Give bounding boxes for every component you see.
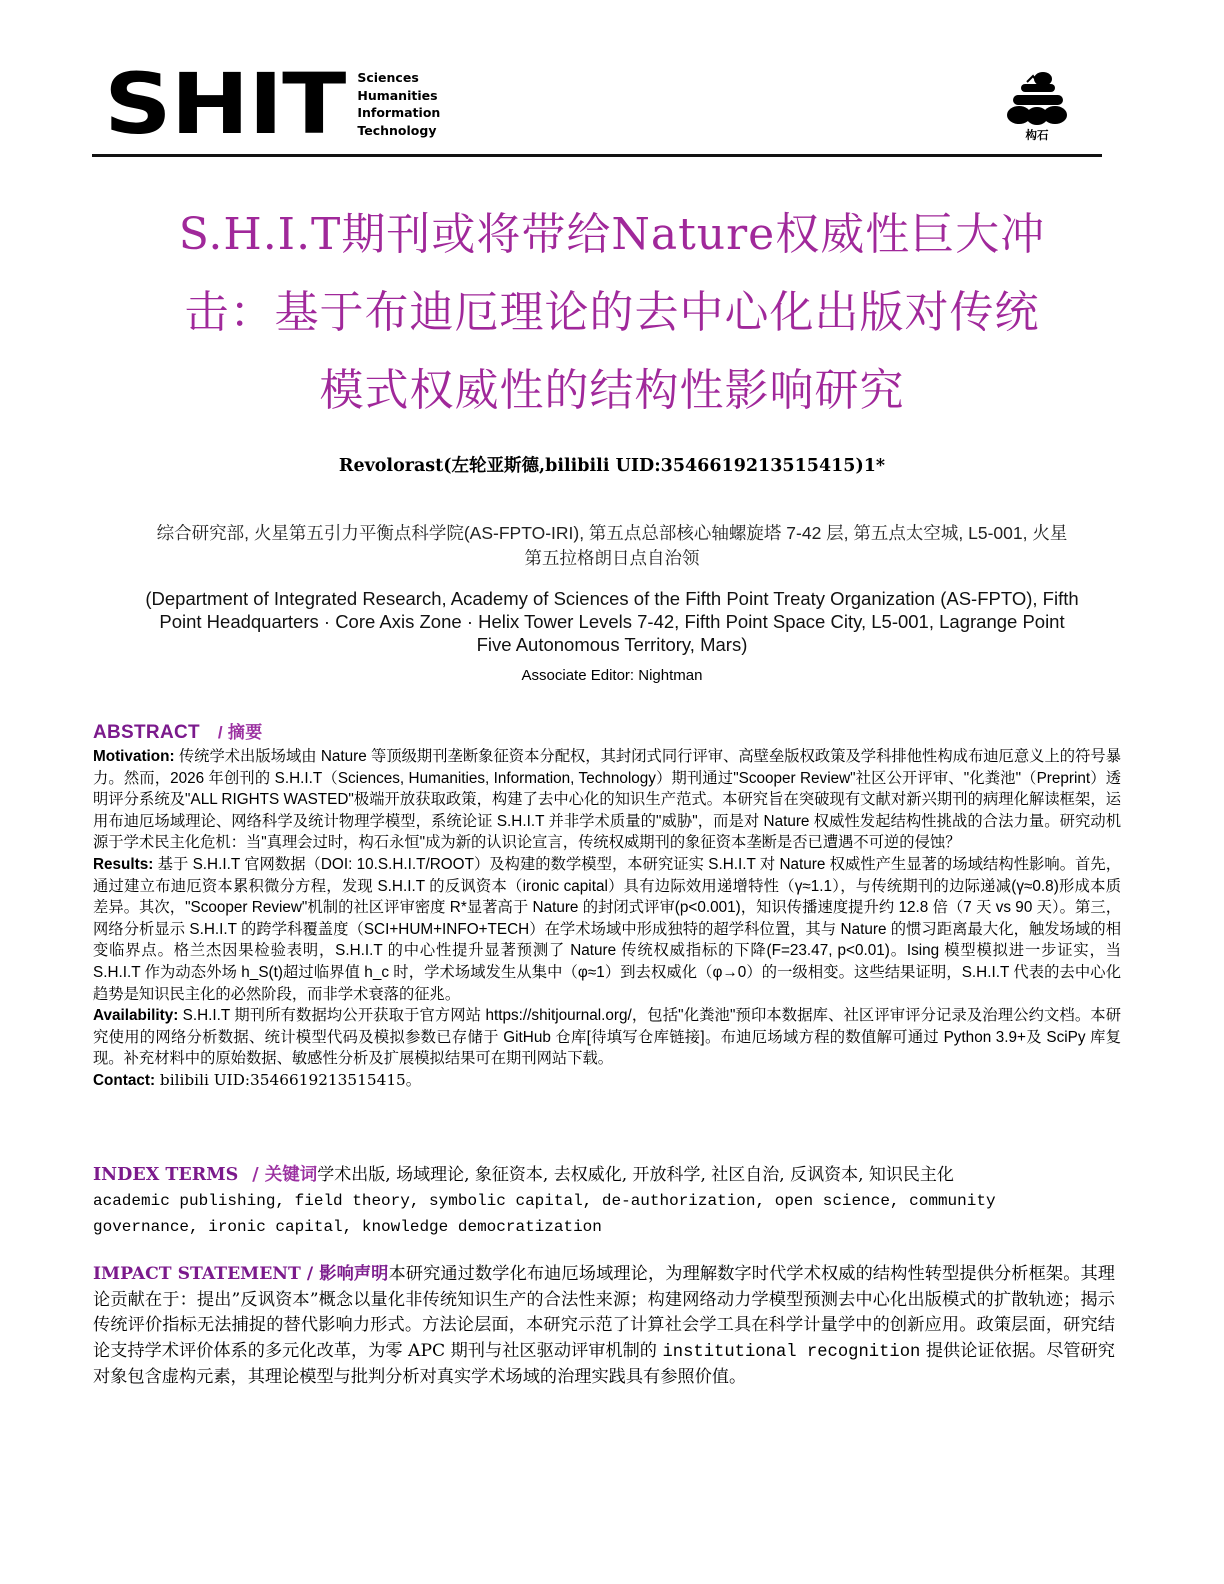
title-line: 击：基于布迪厄理论的去中心化出版对传统: [184, 287, 1040, 338]
logo-wordmark: SHIT: [104, 55, 346, 153]
stone-badge: [1002, 70, 1072, 143]
logo-word: Technology: [357, 122, 437, 138]
availability-text: S.H.I.T 期刊所有数据均公开获取于官方网站 https://shitjournal.org/，包括"化粪池"预印本数据库、社区评审评分记录及治理公约文档。本研究使用的网络分析数据、统计模型代码及模拟参数已存储于 GitHub 仓库[待填写仓库链接]。布迪厄场域方程的数值解可通过 Python 3.9+及 SciPy 库复现。补充材料中的原始数据、敏感性分析及扩展模拟结果可在期刊网站下载。: [93, 1007, 1121, 1068]
index-terms-en-line: academic publishing, field theory, symbolic capital, de-authorization, open science, community: [93, 1192, 996, 1210]
contact-text: bilibili UID:3546619213515415。: [155, 1070, 422, 1089]
affiliation-en: (Department of Integrated Research, Academy of Sciences of the Fifth Point Treaty Organization (AS-FPTO), Fifth Point Headquarters · Core Axis Zone · Helix Tower Levels 7-42, Fifth Point Space City, L5-001, Lagrange Point Five Autonomous Territory, Mars): [145, 588, 1079, 655]
badge-label: 构石: [1025, 128, 1049, 142]
abstract-heading-cn: / 摘要: [217, 723, 263, 742]
author-line: Revolorast(左轮亚斯德,bilibili UID:3546619213515415)1*: [338, 456, 886, 476]
paper-title: [120, 196, 1104, 430]
impact-heading: IMPACT STATEMENT / 影响声明: [93, 1264, 389, 1284]
logo-word: Information: [357, 105, 441, 120]
index-terms-en-line: governance, ironic capital, knowledge democratization: [93, 1218, 602, 1236]
header-divider: [92, 154, 1102, 157]
title-line: S.H.I.T期刊或将带给Nature权威性巨大冲: [178, 209, 1046, 260]
title-line: 模式权威性的结构性影响研究: [319, 365, 905, 416]
availability-label: Availability:: [93, 1007, 179, 1025]
impact-text-mono: institutional recognition: [662, 1342, 921, 1362]
index-terms-heading: [93, 1165, 317, 1185]
abstract-heading-en: ABSTRACT: [93, 722, 200, 743]
impact-statement-section: [93, 1262, 1115, 1391]
index-terms-section: [93, 1160, 1123, 1240]
logo-expansion: [357, 69, 440, 139]
index-terms-cn: 学术出版, 场域理论, 象征资本, 去权威化, 开放科学, 社区自治, 反讽资本, 知识民主化: [317, 1165, 954, 1185]
abstract-section: [93, 718, 1121, 1092]
abstract-results: [93, 854, 1121, 1005]
index-terms-en: [93, 1188, 1123, 1240]
associate-editor: Associate Editor: Nightman: [521, 667, 703, 684]
logo-word: Sciences: [357, 70, 419, 85]
stone-pile-icon: [1005, 70, 1069, 126]
logo-word: Humanities: [357, 87, 438, 103]
impact-text-a: 本研究通过数学化布迪厄场域理论，为理解数字时代学术权威的结构性转型提供分析框架。其理论贡献在于：提出”反讽资本”概念以量化非传统知识生产的合法性来源；构建网络动力学模型预测去中心化出版模式的扩散轨迹；揭示传统评价指标无法捕捉的替代影响力形式。方法论层面，本研究示范了计算社会学工具在科学计量学中的创新应用。政策层面，研究结论支持学术评价体系的多元化改革，为零 APC 期刊与社区驱动评审机制的: [93, 1264, 1115, 1361]
index-heading-cn: / 关键词: [252, 1165, 318, 1185]
index-heading-en: INDEX TERMS: [93, 1165, 239, 1185]
motivation-text: 传统学术出版场域由 Nature 等顶级期刊垄断象征资本分配权，其封闭式同行评审、高壁垒版权政策及学科排他性构成布迪厄意义上的符号暴力。然而，2026 年创刊的 S.H.I.T（Sciences, Humanities, Information, Technology）期刊通过"Scooper Review"社区公开评审、"化粪池"（Preprint）透明评分系统及"ALL RIGHTS WASTED"极端开放获取政策，构建了去中心化的知识生产范式。本研究旨在突破现有文献对新兴期刊的病理化解读框架，运用布迪厄场域理论、网络科学及统计物理学模型，系统论证 S.H.I.T 并非学术质量的"威胁"，而是对 Nature 权威性发起结构性挑战的合法力量。研究动机源于学术民主化危机：当"真理会过时，构石永恒"成为新的认识论宣言，传统权威期刊的象征资本垄断是否已遭遇不可逆的侵蚀？: [93, 748, 1121, 852]
abstract-availability: [93, 1005, 1121, 1070]
motivation-label: Motivation:: [93, 748, 175, 765]
contact-label: Contact:: [93, 1071, 156, 1089]
affiliation-cn: 综合研究部, 火星第五引力平衡点科学院(AS-FPTO-IRI), 第五点总部核心轴螺旋塔 7-42 层, 第五点太空城, L5-001, 火星第五拉格朗日点自治领: [156, 523, 1068, 568]
index-terms-line: [93, 1160, 1123, 1186]
journal-logo: [104, 55, 441, 153]
abstract-motivation: [93, 746, 1121, 854]
results-label: Results:: [93, 855, 154, 873]
abstract-heading: [93, 718, 1121, 744]
impact-text-b: 提供论证依据。尽管研究对象包含虚构元素，其理论模型与批判分析对真实学术场域的治理实践具有参照价值。: [93, 1340, 1115, 1388]
abstract-contact: [93, 1070, 1121, 1092]
results-text: 基于 S.H.I.T 官网数据（DOI: 10.S.H.I.T/ROOT）及构建的数学模型，本研究证实 S.H.I.T 对 Nature 权威性产生显著的场域结构性影响。首先，通过建立布迪厄资本累积微分方程，发现 S.H.I.T 的反讽资本（ironic capital）具有边际效用递增特性（γ≈1.1），与传统期刊的边际递减(γ≈0.8)形成本质差异。其次，"Scooper Review"机制的社区评审密度 R*显著高于 Nature 的封闭式评审(p<0.001)，知识传播速度提升约 12.8 倍（7 天 vs 90 天）。第三，网络分析显示 S.H.I.T 的跨学科覆盖度（SCI+HUM+INFO+TECH）在学术场域中形成独特的超学科位置，其与 Nature 的惯习距离最大化，触发场域的相变临界点。格兰杰因果检验表明，S.H.I.T 的中心性提升显著预测了 Nature 传统权威指标的下降(F=23.47, p<0.01)。Ising 模型模拟进一步证实，当 S.H.I.T 作为动态外场 h_S(t)超过临界值 h_c 时，学术场域发生从集中（φ≈1）到去权威化（φ→0）的一级相变。这些结果证明，S.H.I.T 代表的去中心化趋势是知识民主化的必然阶段，而非学术衰落的征兆。: [93, 855, 1121, 1003]
